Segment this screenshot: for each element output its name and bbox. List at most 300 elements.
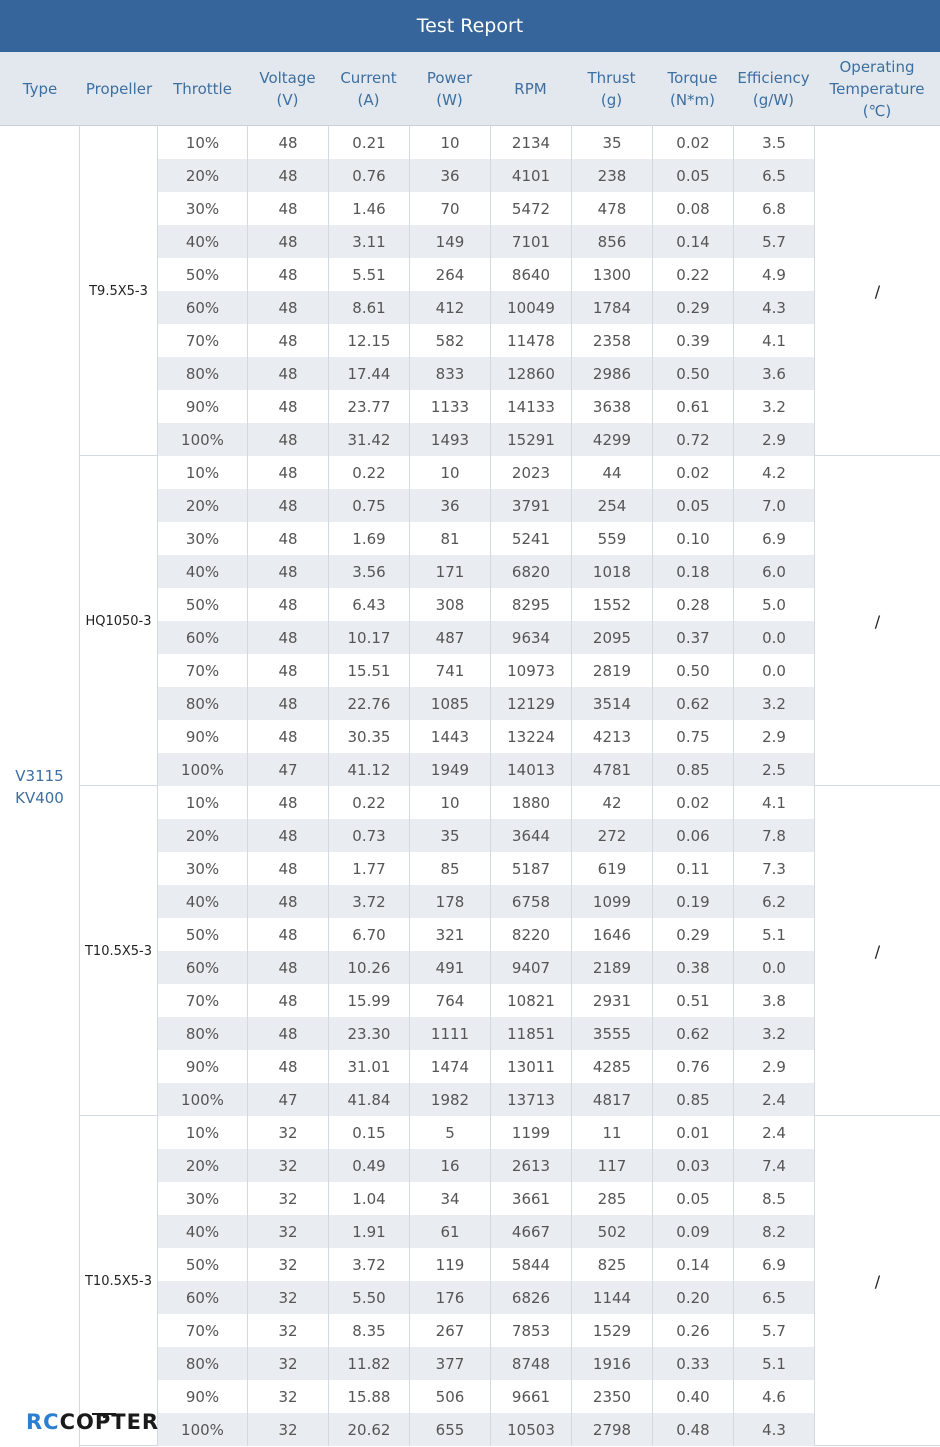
table-cell: 90% — [185, 727, 220, 746]
table-cell: 506 — [409, 1380, 490, 1413]
table-row — [158, 753, 814, 786]
header-line1: Power — [426, 69, 473, 87]
logo-copter: COPTER — [59, 1410, 160, 1434]
table-cell: 13713 — [490, 1083, 571, 1116]
table-cell: 1018 — [571, 555, 652, 588]
table-cell: 178 — [409, 885, 490, 918]
table-cell: 3.11 — [328, 225, 409, 258]
table-cell: 0.22 — [328, 786, 409, 819]
table-cell: 267 — [409, 1314, 490, 1347]
table-cell: 1552 — [571, 588, 652, 621]
table-row — [158, 522, 814, 555]
table-cell: 6758 — [490, 885, 571, 918]
table-cell: 9407 — [490, 951, 571, 984]
table-cell: 2.5 — [733, 753, 814, 786]
table-cell: 655 — [409, 1413, 490, 1446]
table-cell: 7.0 — [733, 489, 814, 522]
table-cell: 50% — [185, 925, 220, 944]
table-cell: 50% — [185, 265, 220, 284]
table-cell: 41.12 — [328, 753, 409, 786]
table-cell: 264 — [409, 258, 490, 291]
table-cell: 0.29 — [652, 291, 733, 324]
table-cell: 48 — [247, 852, 328, 885]
table-cell: 81 — [409, 522, 490, 555]
table-cell: 0.62 — [652, 1017, 733, 1050]
table-cell: 32 — [247, 1347, 328, 1380]
table-cell: 31.01 — [328, 1050, 409, 1083]
table-cell: 0.51 — [652, 984, 733, 1017]
table-cell: 40% — [185, 232, 220, 251]
table-cell: 100% — [181, 760, 224, 779]
table-cell: 1133 — [409, 390, 490, 423]
table-cell: 4.2 — [733, 456, 814, 489]
table-cell: 60% — [185, 1288, 220, 1307]
table-cell: 6826 — [490, 1281, 571, 1314]
table-cell: 1199 — [490, 1116, 571, 1149]
table-cell: 5.51 — [328, 258, 409, 291]
table-cell: 32 — [247, 1380, 328, 1413]
table-cell: 10% — [185, 463, 220, 482]
table-cell: 48 — [247, 291, 328, 324]
table-cell: 70 — [409, 192, 490, 225]
table-cell: 0.29 — [652, 918, 733, 951]
table-cell: 9634 — [490, 621, 571, 654]
table-row — [158, 291, 814, 324]
table-cell: 80% — [185, 694, 220, 713]
table-cell: 30.35 — [328, 720, 409, 753]
header-line2: (V) — [276, 91, 299, 109]
table-cell: 6.9 — [733, 1248, 814, 1281]
table-cell: 30% — [185, 529, 220, 548]
table-cell: 1982 — [409, 1083, 490, 1116]
table-cell: 48 — [247, 720, 328, 753]
table-cell: 3514 — [571, 687, 652, 720]
table-cell: 0.28 — [652, 588, 733, 621]
table-cell: 833 — [409, 357, 490, 390]
table-row — [158, 1281, 814, 1314]
table-cell: 23.30 — [328, 1017, 409, 1050]
table-cell: 5241 — [490, 522, 571, 555]
temperature-cell: / — [814, 126, 940, 456]
table-cell: 48 — [247, 918, 328, 951]
table-cell: 12129 — [490, 687, 571, 720]
table-cell: 7101 — [490, 225, 571, 258]
table-cell: 0.02 — [652, 786, 733, 819]
table-cell: 11478 — [490, 324, 571, 357]
table-row — [158, 621, 814, 654]
table-cell: 0.49 — [328, 1149, 409, 1182]
table-cell: 32 — [247, 1149, 328, 1182]
table-cell: 48 — [247, 489, 328, 522]
table-cell: 0.48 — [652, 1413, 733, 1446]
table-cell: 40% — [185, 562, 220, 581]
table-cell: 582 — [409, 324, 490, 357]
table-cell: 4299 — [571, 423, 652, 456]
table-cell: 16 — [409, 1149, 490, 1182]
logo-text — [26, 1410, 159, 1434]
table-cell: 2.9 — [733, 423, 814, 456]
table-row — [158, 390, 814, 423]
table-cell: 48 — [247, 984, 328, 1017]
rc-copter-logo — [26, 1408, 166, 1438]
table-cell: 10049 — [490, 291, 571, 324]
table-cell: 48 — [247, 687, 328, 720]
table-cell: 0.20 — [652, 1281, 733, 1314]
table-cell: 176 — [409, 1281, 490, 1314]
table-cell: 6.9 — [733, 522, 814, 555]
table-cell: 0.39 — [652, 324, 733, 357]
table-cell: 5.50 — [328, 1281, 409, 1314]
table-cell: 48 — [247, 654, 328, 687]
table-cell: 4285 — [571, 1050, 652, 1083]
table-cell: 48 — [247, 192, 328, 225]
table-cell: 80% — [185, 1354, 220, 1373]
table-row — [158, 423, 814, 456]
table-cell: 0.22 — [652, 258, 733, 291]
table-cell: 5472 — [490, 192, 571, 225]
propeller-group — [80, 456, 940, 786]
table-cell: 10% — [185, 1123, 220, 1142]
table-cell: 30% — [185, 1189, 220, 1208]
table-cell: 238 — [571, 159, 652, 192]
table-cell: 4.1 — [733, 786, 814, 819]
table-cell: 11.82 — [328, 1347, 409, 1380]
header-cell — [814, 52, 940, 126]
table-cell: 48 — [247, 159, 328, 192]
table-cell: 32 — [247, 1215, 328, 1248]
table-row — [158, 852, 814, 885]
table-cell: 50% — [185, 595, 220, 614]
table-cell: 60% — [185, 628, 220, 647]
table-cell: 0.33 — [652, 1347, 733, 1380]
table-cell: 35 — [409, 819, 490, 852]
table-cell: 4781 — [571, 753, 652, 786]
propeller-group — [80, 786, 940, 1116]
table-cell: 491 — [409, 951, 490, 984]
header-line1: Voltage — [259, 69, 316, 87]
table-cell: 48 — [247, 951, 328, 984]
table-row — [158, 357, 814, 390]
table-cell: 90% — [185, 397, 220, 416]
table-cell: 14013 — [490, 753, 571, 786]
table-cell: 0.02 — [652, 126, 733, 159]
table-cell: 0.22 — [328, 456, 409, 489]
table-cell: 36 — [409, 489, 490, 522]
table-cell: 70% — [185, 661, 220, 680]
table-cell: 42 — [571, 786, 652, 819]
table-cell: 4.3 — [733, 1413, 814, 1446]
table-cell: 8640 — [490, 258, 571, 291]
table-cell: 11851 — [490, 1017, 571, 1050]
table-row — [158, 1083, 814, 1116]
table-cell: 6820 — [490, 555, 571, 588]
table-cell: 2189 — [571, 951, 652, 984]
table-cell: 285 — [571, 1182, 652, 1215]
header-line1: Torque — [667, 69, 718, 87]
table-cell: 3.6 — [733, 357, 814, 390]
table-cell: 60% — [185, 298, 220, 317]
table-cell: 1099 — [571, 885, 652, 918]
header-line1: Thrust — [587, 69, 636, 87]
table-cell: 619 — [571, 852, 652, 885]
table-cell: 7.3 — [733, 852, 814, 885]
table-cell: 2.9 — [733, 720, 814, 753]
table-cell: 0.73 — [328, 819, 409, 852]
table-cell: 0.61 — [652, 390, 733, 423]
report-title: Test Report — [0, 0, 940, 52]
table-cell: 47 — [247, 753, 328, 786]
table-cell: 40% — [185, 892, 220, 911]
table-cell: 2350 — [571, 1380, 652, 1413]
table-cell: 22.76 — [328, 687, 409, 720]
table-cell: 2798 — [571, 1413, 652, 1446]
table-cell: 741 — [409, 654, 490, 687]
table-cell: 32 — [247, 1413, 328, 1446]
table-row — [158, 225, 814, 258]
table-cell: 10 — [409, 786, 490, 819]
table-cell: 0.85 — [652, 1083, 733, 1116]
table-cell: 1144 — [571, 1281, 652, 1314]
table-cell: 0.75 — [652, 720, 733, 753]
table-row — [158, 324, 814, 357]
table-row — [158, 126, 814, 159]
table-cell: 4.6 — [733, 1380, 814, 1413]
header-line2: (N*m) — [669, 91, 716, 109]
table-cell: 3.2 — [733, 390, 814, 423]
table-cell: 48 — [247, 522, 328, 555]
table-cell: 2819 — [571, 654, 652, 687]
table-cell: 14133 — [490, 390, 571, 423]
table-row — [158, 918, 814, 951]
table-cell: 6.5 — [733, 159, 814, 192]
table-cell: 4.9 — [733, 258, 814, 291]
table-cell: 36 — [409, 159, 490, 192]
table-row — [158, 456, 814, 489]
table-cell: 48 — [247, 126, 328, 159]
table-cell: 502 — [571, 1215, 652, 1248]
table-cell: 8748 — [490, 1347, 571, 1380]
table-cell: 0.11 — [652, 852, 733, 885]
table-cell: 1.91 — [328, 1215, 409, 1248]
table-cell: 90% — [185, 1057, 220, 1076]
table-cell: 48 — [247, 1050, 328, 1083]
table-row — [158, 192, 814, 225]
table-cell: 1474 — [409, 1050, 490, 1083]
table-cell: 15291 — [490, 423, 571, 456]
table-cell: 5.7 — [733, 225, 814, 258]
table-cell: 70% — [185, 1321, 220, 1340]
table-cell: 0.0 — [733, 654, 814, 687]
table-cell: 5.0 — [733, 588, 814, 621]
table-cell: 1949 — [409, 753, 490, 786]
table-cell: 4101 — [490, 159, 571, 192]
table-cell: 0.75 — [328, 489, 409, 522]
table-row — [158, 720, 814, 753]
table-cell: 48 — [247, 1017, 328, 1050]
table-row — [158, 1182, 814, 1215]
propeller-group — [80, 1116, 940, 1446]
header-line2: (W) — [436, 91, 463, 109]
table-cell: 0.10 — [652, 522, 733, 555]
table-cell: 34 — [409, 1182, 490, 1215]
header-line1: Operating — [839, 58, 915, 76]
table-cell: 23.77 — [328, 390, 409, 423]
table-cell: 1493 — [409, 423, 490, 456]
table-row — [158, 1380, 814, 1413]
table-cell: 5187 — [490, 852, 571, 885]
table-cell: 80% — [185, 1024, 220, 1043]
table-cell: 5 — [409, 1116, 490, 1149]
table-cell: 48 — [247, 357, 328, 390]
table-cell: 2613 — [490, 1149, 571, 1182]
table-cell: 2358 — [571, 324, 652, 357]
table-cell: 487 — [409, 621, 490, 654]
propeller-cell: T10.5X5-3 — [80, 1116, 158, 1446]
table-cell: 0.50 — [652, 654, 733, 687]
table-cell: 8220 — [490, 918, 571, 951]
table-cell: 61 — [409, 1215, 490, 1248]
table-cell: 13224 — [490, 720, 571, 753]
header-cell — [490, 52, 571, 126]
table-cell: 7853 — [490, 1314, 571, 1347]
table-row — [158, 654, 814, 687]
table-cell: 2931 — [571, 984, 652, 1017]
table-cell: 80% — [185, 364, 220, 383]
table-cell: 0.40 — [652, 1380, 733, 1413]
table-cell: 48 — [247, 621, 328, 654]
table-cell: 559 — [571, 522, 652, 555]
table-row — [158, 687, 814, 720]
table-cell: 41.84 — [328, 1083, 409, 1116]
table-cell: 48 — [247, 423, 328, 456]
table-row — [158, 555, 814, 588]
table-cell: 272 — [571, 819, 652, 852]
table-cell: 70% — [185, 331, 220, 350]
table-cell: 478 — [571, 192, 652, 225]
header-cell — [0, 52, 80, 126]
table-cell: 10821 — [490, 984, 571, 1017]
table-cell: 48 — [247, 324, 328, 357]
table-cell: 20.62 — [328, 1413, 409, 1446]
table-cell: 17.44 — [328, 357, 409, 390]
table-cell: 6.0 — [733, 555, 814, 588]
header-line1: Throttle — [173, 80, 232, 98]
header-line3: (℃) — [862, 102, 892, 120]
table-cell: 10 — [409, 456, 490, 489]
table-cell: 60% — [185, 958, 220, 977]
table-cell: 85 — [409, 852, 490, 885]
table-cell: 4213 — [571, 720, 652, 753]
table-cell: 4.3 — [733, 291, 814, 324]
table-cell: 1443 — [409, 720, 490, 753]
table-cell: 10973 — [490, 654, 571, 687]
table-cell: 1.46 — [328, 192, 409, 225]
type-cell — [0, 126, 80, 1447]
table-cell: 0.09 — [652, 1215, 733, 1248]
table-row — [158, 1248, 814, 1281]
table-cell: 825 — [571, 1248, 652, 1281]
table-cell: 70% — [185, 991, 220, 1010]
table-cell: 4817 — [571, 1083, 652, 1116]
header-cell — [571, 52, 652, 126]
table-cell: 20% — [185, 166, 220, 185]
header-line1: Type — [22, 80, 58, 98]
table-cell: 117 — [571, 1149, 652, 1182]
table-row — [158, 1413, 814, 1446]
table-cell: 0.72 — [652, 423, 733, 456]
header-line1: Efficiency — [737, 69, 810, 87]
table-cell: 8.35 — [328, 1314, 409, 1347]
table-cell: 48 — [247, 819, 328, 852]
table-cell: 3638 — [571, 390, 652, 423]
table-cell: 3.5 — [733, 126, 814, 159]
table-cell: 1300 — [571, 258, 652, 291]
table-row — [158, 159, 814, 192]
table-cell: 0.14 — [652, 225, 733, 258]
table-cell: 3.2 — [733, 1017, 814, 1050]
header-cell — [328, 52, 409, 126]
table-cell: 100% — [181, 430, 224, 449]
table-cell: 3791 — [490, 489, 571, 522]
table-row — [158, 885, 814, 918]
table-row — [158, 819, 814, 852]
table-cell: 48 — [247, 885, 328, 918]
table-cell: 0.05 — [652, 489, 733, 522]
table-cell: 40% — [185, 1222, 220, 1241]
data-table — [0, 126, 940, 1447]
table-cell: 149 — [409, 225, 490, 258]
table-cell: 0.50 — [652, 357, 733, 390]
table-cell: 3.72 — [328, 1248, 409, 1281]
table-cell: 0.14 — [652, 1248, 733, 1281]
header-line2: (g/W) — [752, 91, 795, 109]
table-cell: 2.4 — [733, 1116, 814, 1149]
table-cell: 1529 — [571, 1314, 652, 1347]
table-row — [158, 1347, 814, 1380]
table-cell: 3644 — [490, 819, 571, 852]
table-cell: 12.15 — [328, 324, 409, 357]
table-cell: 0.38 — [652, 951, 733, 984]
propeller-group — [80, 126, 940, 456]
table-cell: 0.76 — [652, 1050, 733, 1083]
table-cell: 48 — [247, 225, 328, 258]
table-cell: 308 — [409, 588, 490, 621]
temperature-cell: / — [814, 786, 940, 1116]
header-cell — [247, 52, 328, 126]
table-cell: 0.37 — [652, 621, 733, 654]
header-cell — [652, 52, 733, 126]
table-cell: 30% — [185, 859, 220, 878]
table-cell: 0.26 — [652, 1314, 733, 1347]
table-cell: 171 — [409, 555, 490, 588]
table-cell: 2.9 — [733, 1050, 814, 1083]
table-cell: 6.8 — [733, 192, 814, 225]
table-cell: 5.1 — [733, 918, 814, 951]
table-row — [158, 1116, 814, 1149]
logo-rc: RC — [26, 1410, 60, 1434]
header-line2: (A) — [357, 91, 380, 109]
table-header — [0, 52, 940, 126]
table-cell: 0.03 — [652, 1149, 733, 1182]
table-cell: 7.4 — [733, 1149, 814, 1182]
table-cell: 119 — [409, 1248, 490, 1281]
type-line1: V3115 — [15, 766, 64, 785]
table-cell: 0.76 — [328, 159, 409, 192]
table-cell: 3.8 — [733, 984, 814, 1017]
table-cell: 377 — [409, 1347, 490, 1380]
table-cell: 1880 — [490, 786, 571, 819]
table-cell: 10.26 — [328, 951, 409, 984]
